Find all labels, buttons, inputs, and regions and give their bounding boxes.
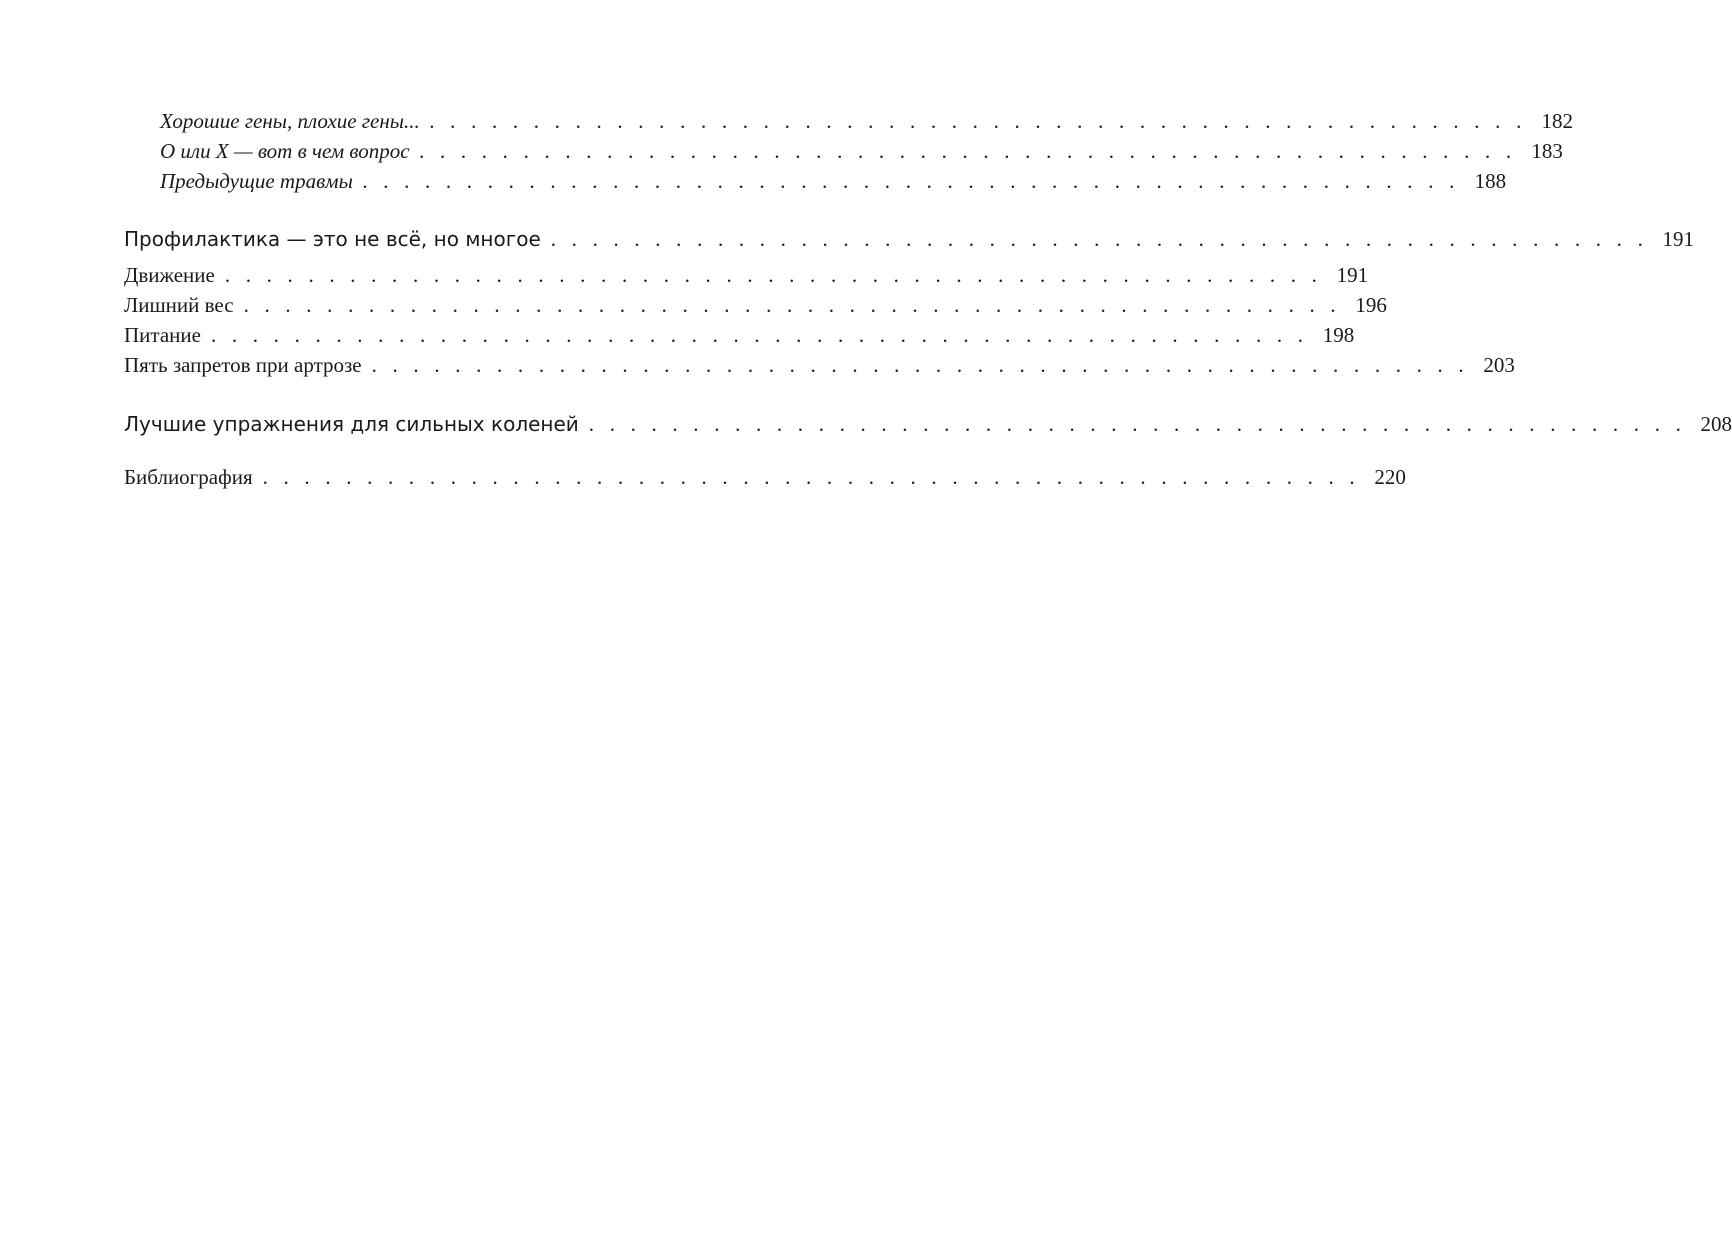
toc-entry-title: Движение (124, 263, 215, 287)
toc-leader-dots: . . . . . . . . . . . . . . . . . . . . . . . . . . . . . . . . . . . . . . . . . . . . . . . . . . . . . (362, 169, 1461, 193)
toc-page-number: 208 (1700, 412, 1732, 436)
toc-entry-five-prohibitions (124, 350, 1515, 380)
toc-leader-dots: . . . . . . . . . . . . . . . . . . . . . . . . . . . . . . . . . . . . . . . . . . . . . . . . . . . . . (224, 263, 1323, 287)
toc-entry-title: Питание (124, 323, 201, 347)
toc-entry-excess-weight (124, 290, 1387, 320)
toc-entry-title: Лишний вес (124, 293, 234, 317)
toc-entry-bibliography (124, 462, 1406, 492)
toc-section-prevention (124, 224, 1695, 254)
toc-page-number: 220 (1374, 465, 1406, 489)
toc-entry-title: О или Х — вот в чем вопрос (160, 139, 410, 163)
toc-page-number: 183 (1531, 139, 1563, 163)
toc-entry-title: Хорошие гены, плохие гены... (160, 109, 420, 133)
toc-page-number: 198 (1322, 323, 1355, 347)
toc-entry-title: Пять запретов при артрозе (124, 353, 362, 377)
toc-section-title: Лучшие упражнения для сильных коленей (124, 412, 579, 436)
toc-entry-title: Библиография (124, 465, 253, 489)
toc-leader-dots: . . . . . . . . . . . . . . . . . . . . . . . . . . . . . . . . . . . . . . . . . . . . . . . . . . . . . (210, 323, 1309, 347)
toc-page-number: 188 (1474, 169, 1507, 193)
toc-page-number: 203 (1483, 353, 1515, 377)
toc-page-number: 191 (1662, 227, 1695, 251)
toc-page-number: 182 (1541, 109, 1574, 133)
toc-leader-dots: . . . . . . . . . . . . . . . . . . . . . . . . . . . . . . . . . . . . . . . . . . . . . . . . . . . . . (429, 109, 1528, 133)
toc-leader-dots: . . . . . . . . . . . . . . . . . . . . . . . . . . . . . . . . . . . . . . . . . . . . . . . . . . . . . (262, 465, 1360, 489)
toc-entry-movement (124, 260, 1369, 290)
toc-entry-good-genes (160, 106, 1574, 136)
toc-entry-previous-injuries (160, 166, 1507, 196)
toc-leader-dots: . . . . . . . . . . . . . . . . . . . . . . . . . . . . . . . . . . . . . . . . . . . . . . . . . . . . . (550, 227, 1649, 251)
toc-entry-title: Предыдущие травмы (160, 169, 353, 193)
toc-leader-dots: . . . . . . . . . . . . . . . . . . . . . . . . . . . . . . . . . . . . . . . . . . . . . . . . . . . . . (419, 139, 1517, 163)
toc-leader-dots: . . . . . . . . . . . . . . . . . . . . . . . . . . . . . . . . . . . . . . . . . . . . . . . . . . . . . (243, 293, 1341, 317)
toc-section-exercises (124, 409, 1732, 439)
toc-entry-nutrition (124, 320, 1355, 350)
toc-leader-dots: . . . . . . . . . . . . . . . . . . . . . . . . . . . . . . . . . . . . . . . . . . . . . . . . . . . . . (371, 353, 1469, 377)
toc-page-number: 196 (1355, 293, 1387, 317)
toc-page-number: 191 (1336, 263, 1369, 287)
toc-section-title: Профилактика — это не всё, но многое (124, 227, 541, 251)
toc-leader-dots: . . . . . . . . . . . . . . . . . . . . . . . . . . . . . . . . . . . . . . . . . . . . . . . . . . . . . (588, 412, 1687, 436)
toc-entry-o-or-x (160, 136, 1563, 166)
